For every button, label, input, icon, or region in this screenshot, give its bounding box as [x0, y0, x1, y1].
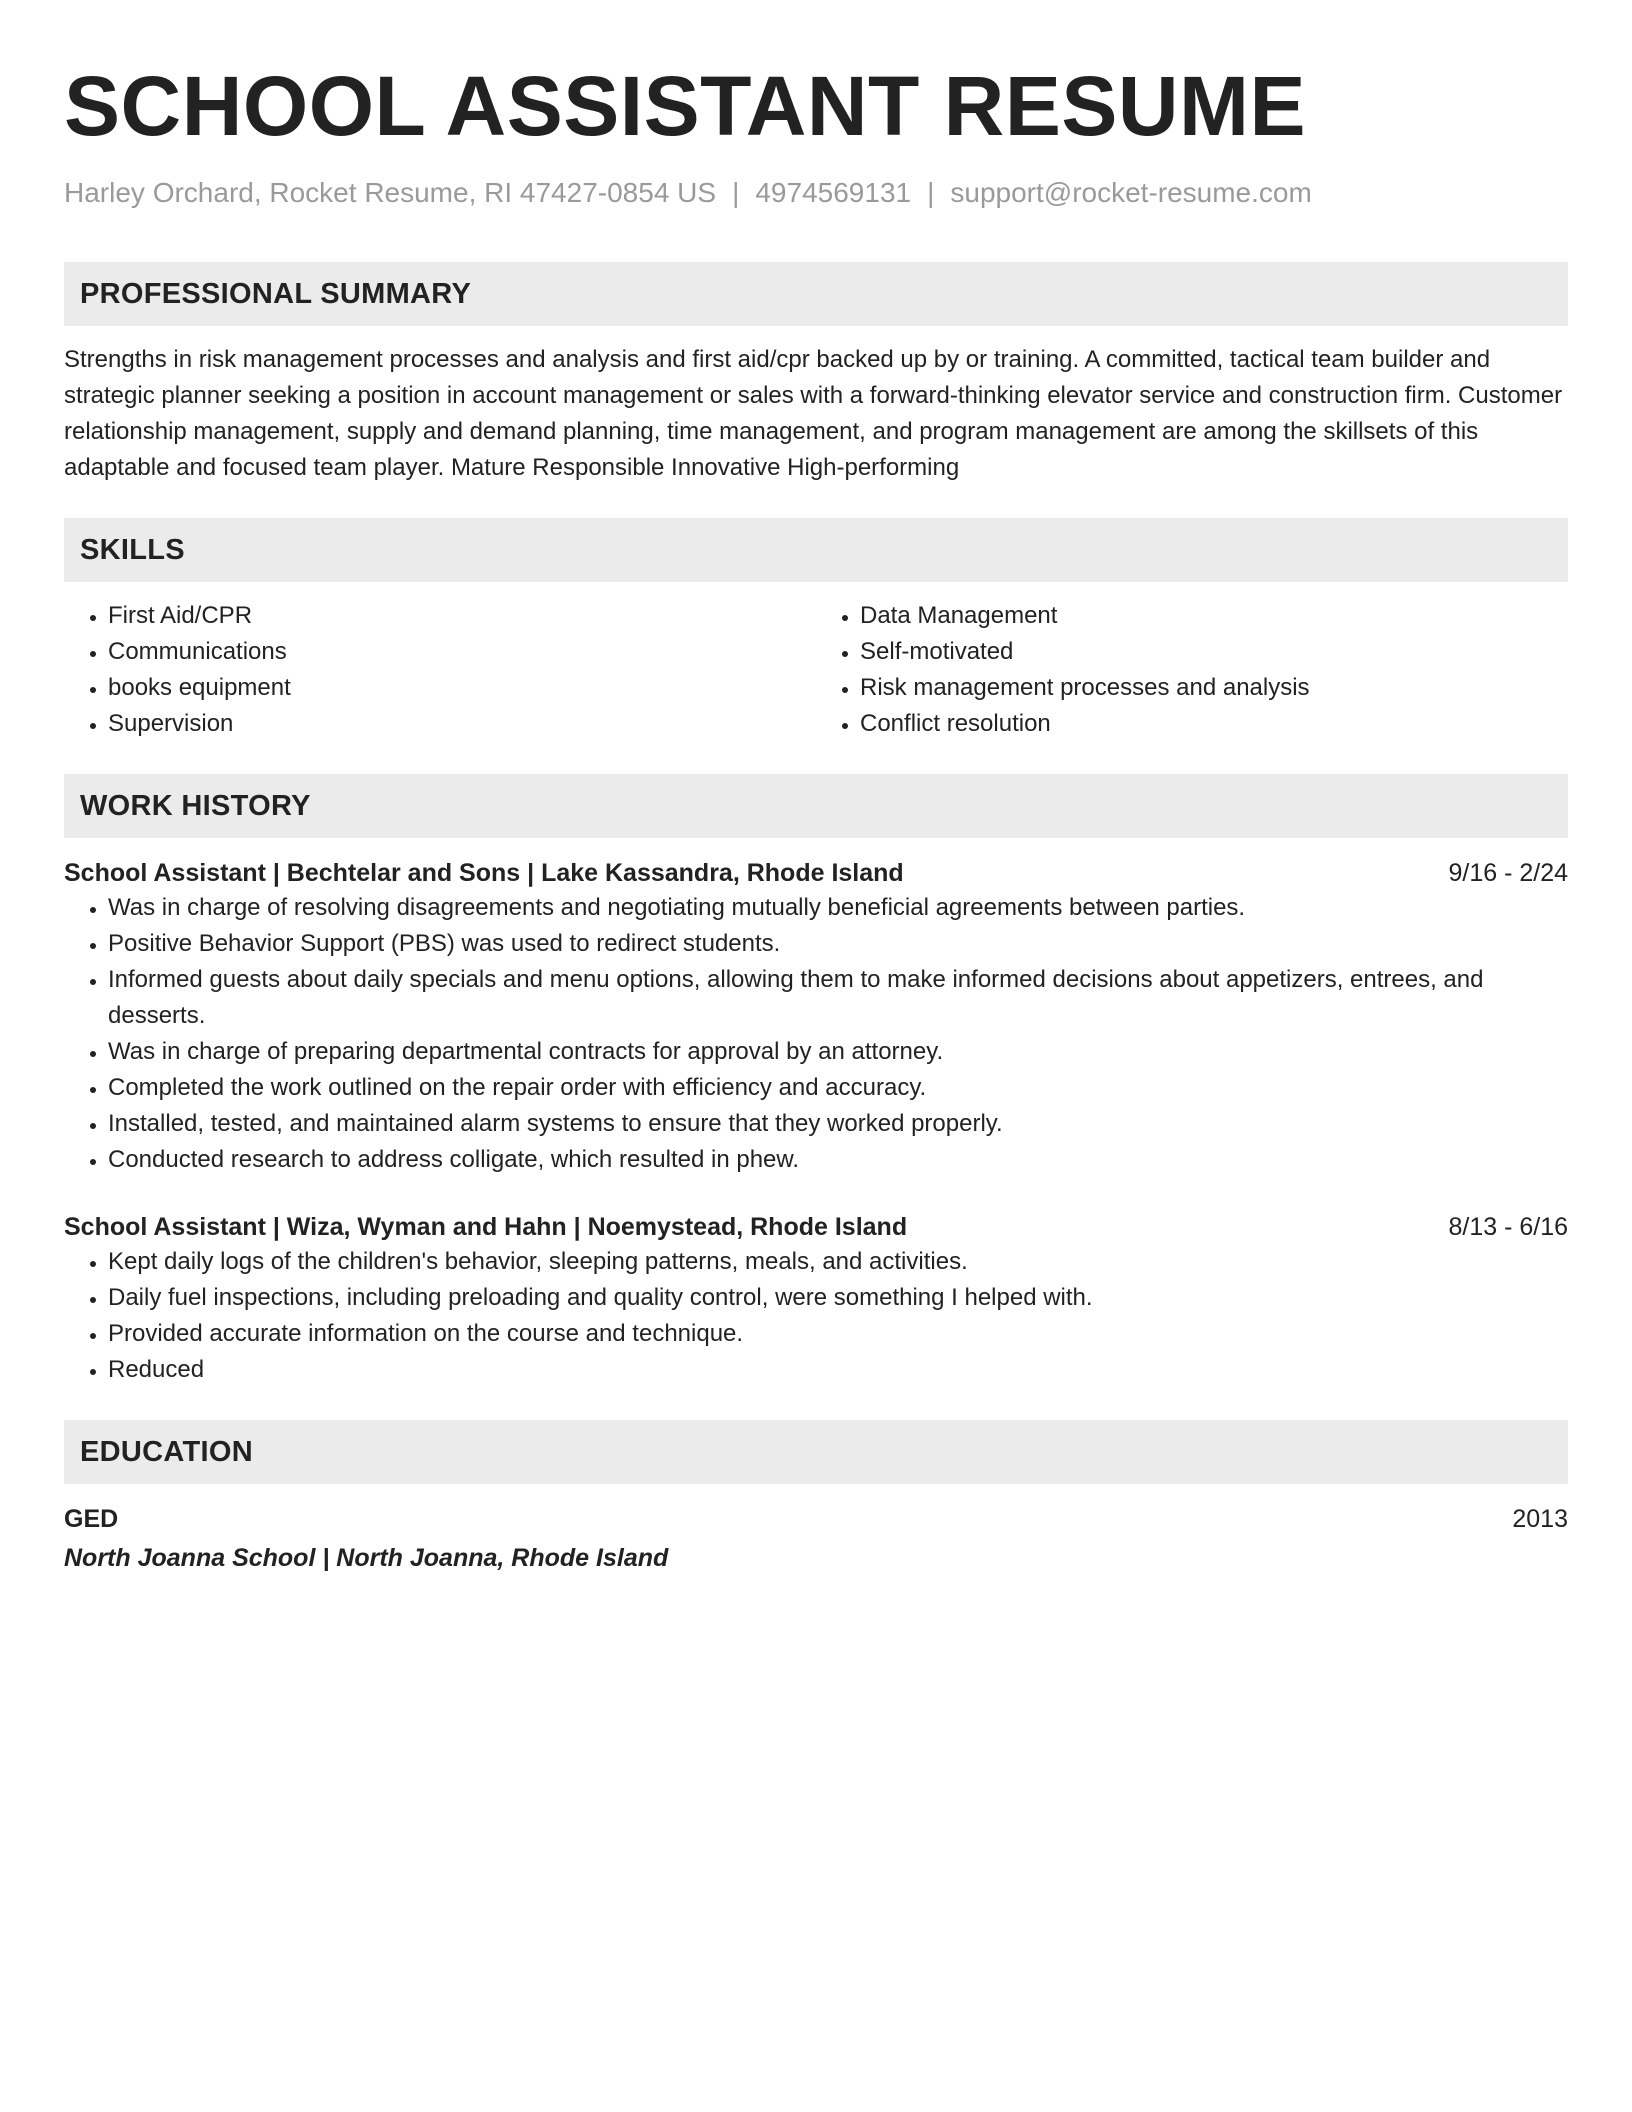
section-header-skills: SKILLS	[64, 518, 1568, 582]
skill-item: • Risk management processes and analysis	[860, 670, 1568, 706]
skills-list-left	[64, 598, 816, 742]
skill-item: • Data Management	[860, 598, 1568, 634]
education-school: North Joanna School | North Joanna, Rhode Island	[64, 1544, 669, 1572]
job-bullet: • Completed the work outlined on the repair order with efficiency and accuracy.	[108, 1070, 1568, 1106]
job-heading	[64, 856, 1568, 890]
job-bullet: • Reduced	[108, 1352, 1568, 1388]
job-bullet: • Was in charge of resolving disagreements and negotiating mutually beneficial agreements between parties.	[108, 890, 1568, 926]
section-header-education: EDUCATION	[64, 1420, 1568, 1484]
education-year: 2013	[1512, 1505, 1568, 1533]
job-dates: 8/13 - 6/16	[1448, 1213, 1568, 1241]
contact-separator: |	[927, 177, 935, 208]
job-dates: 9/16 - 2/24	[1448, 859, 1568, 887]
contact-separator: |	[732, 177, 740, 208]
summary-text: Strengths in risk management processes and analysis and first aid/cpr backed up by or training. A committed, tactical team builder and strategic planner seeking a position in account management or sales with a forward-thinking elevator service and construction firm. Customer relationship management, supply and demand planning, time management, and program management are among the skillsets of this adaptable and focused team player. Mature Responsible Innovative High-performing	[64, 346, 1563, 481]
job-bullet: • Provided accurate information on the course and technique.	[108, 1316, 1568, 1352]
education-heading	[64, 1502, 1568, 1536]
job-title: School Assistant | Bechtelar and Sons | Lake Kassandra, Rhode Island	[64, 859, 904, 887]
job-bullet: • Was in charge of preparing departmental contracts for approval by an attorney.	[108, 1034, 1568, 1070]
job-bullet: • Informed guests about daily specials and menu options, allowing them to make informed decisions about appetizers, entrees, and desserts.	[108, 962, 1568, 1034]
skills-grid	[64, 598, 1568, 742]
contact-phone: 4974569131	[755, 177, 912, 208]
job-bullet: • Installed, tested, and maintained alarm systems to ensure that they worked properly.	[108, 1106, 1568, 1142]
skills-list-right	[816, 598, 1568, 742]
job-bullet-list	[64, 890, 1568, 1178]
job-title: School Assistant | Wiza, Wyman and Hahn | Noemystead, Rhode Island	[64, 1213, 908, 1241]
skill-item: • First Aid/CPR	[108, 598, 816, 634]
job-bullet: • Conducted research to address colligate, which resulted in phew.	[108, 1142, 1568, 1178]
contact-address: Harley Orchard, Rocket Resume, RI 47427-0854 US	[64, 177, 717, 208]
section-header-work-history: WORK HISTORY	[64, 774, 1568, 838]
contact-email: support@rocket-resume.com	[950, 177, 1312, 208]
job-heading	[64, 1210, 1568, 1244]
contact-line	[64, 176, 1568, 210]
education-entry	[64, 1502, 1568, 1576]
job-bullet: • Daily fuel inspections, including preloading and quality control, were something I helped with.	[108, 1280, 1568, 1316]
skill-item: • Self-motivated	[860, 634, 1568, 670]
job-bullet: • Kept daily logs of the children's behavior, sleeping patterns, meals, and activities.	[108, 1244, 1568, 1280]
section-header-summary: PROFESSIONAL SUMMARY	[64, 262, 1568, 326]
job-bullet: • Positive Behavior Support (PBS) was used to redirect students.	[108, 926, 1568, 962]
skill-item: • Communications	[108, 634, 816, 670]
skill-item: • Conflict resolution	[860, 706, 1568, 742]
page-title: SCHOOL ASSISTANT RESUME	[64, 59, 1307, 153]
skill-item: • Supervision	[108, 706, 816, 742]
skill-item: • books equipment	[108, 670, 816, 706]
job-bullet-list	[64, 1244, 1568, 1388]
education-degree: GED	[64, 1505, 119, 1533]
